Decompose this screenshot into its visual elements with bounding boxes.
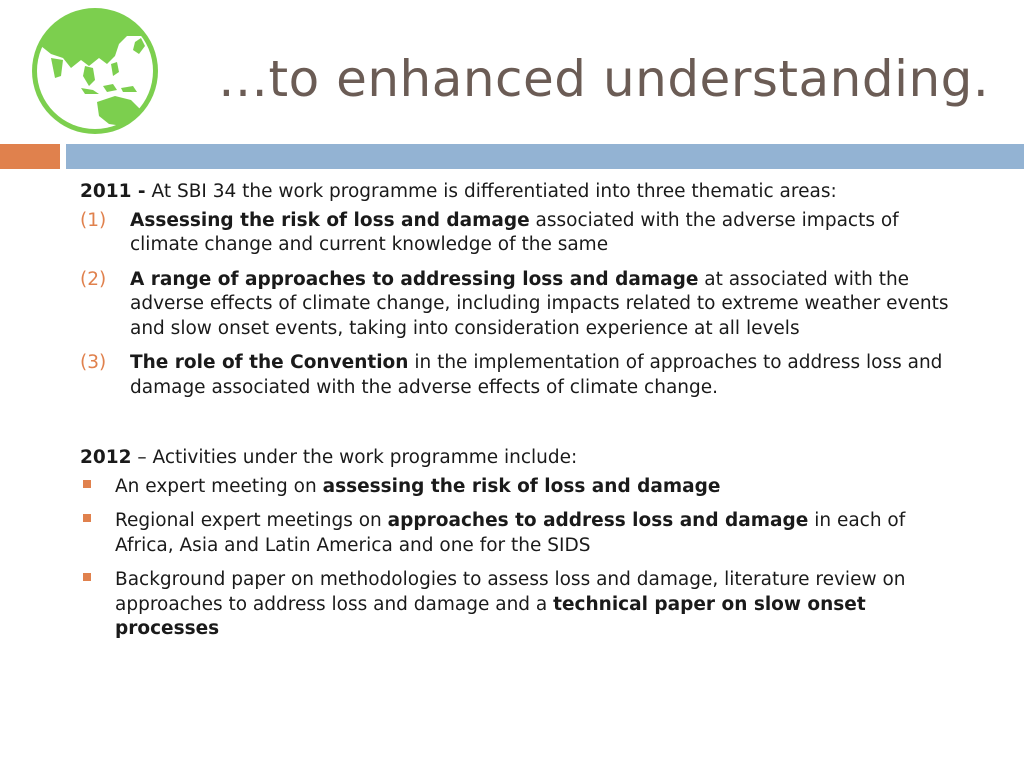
section-2011-intro xyxy=(80,180,960,205)
globe-icon xyxy=(23,6,167,136)
item-text: at associated with the adverse effects of climate change, including impacts related to extreme weather events and slow onset events, taking into consideration experience at all levels xyxy=(130,268,949,339)
bullet-text: An expert meeting on xyxy=(115,475,323,497)
section-2011-intro-text: At SBI 34 the work programme is differentiated into three thematic areas: xyxy=(145,181,837,202)
item-bold-text: A range of approaches to addressing loss and damage xyxy=(130,268,699,290)
activity-bullet-2 xyxy=(80,509,960,558)
header-band-accent xyxy=(0,144,60,169)
bullet-bold-text: technical paper on slow onset processes xyxy=(115,593,866,639)
section-2012-intro-text: – Activities under the work programme include: xyxy=(131,447,578,468)
section-spacer xyxy=(80,410,960,446)
thematic-area-2 xyxy=(80,268,960,342)
activity-bullet-1 xyxy=(80,475,960,500)
thematic-area-1 xyxy=(80,209,960,258)
header-band xyxy=(66,144,1024,169)
square-bullet-icon xyxy=(83,514,91,522)
bullet-text: Background paper on methodologies to assess loss and damage, literature review on approaches to address loss and damage and a xyxy=(115,569,906,615)
item-text: associated with the adverse impacts of climate change and current knowledge of the same xyxy=(130,209,899,255)
item-number: (1) xyxy=(80,209,107,231)
section-2012-intro xyxy=(80,446,960,471)
bullet-bold-text: approaches to address loss and damage xyxy=(387,510,809,531)
bullet-text-tail: in each of Africa, Asia and Latin America and one for the SIDS xyxy=(115,510,906,556)
thematic-area-3 xyxy=(80,351,960,400)
square-bullet-icon xyxy=(83,573,91,581)
square-bullet-icon xyxy=(83,480,91,488)
year-2011: 2011 - xyxy=(80,181,146,202)
item-bold-text: The role of the Convention xyxy=(130,352,409,373)
year-2012: 2012 xyxy=(80,447,132,468)
bullet-bold-text: assessing the risk of loss and damage xyxy=(322,475,721,497)
bullet-text: Regional expert meetings on xyxy=(115,510,388,531)
item-text: in the implementation of approaches to address loss and damage associated with the adverse effects of climate change. xyxy=(130,352,943,398)
item-number: (2) xyxy=(80,268,107,290)
item-bold-text: Assessing the risk of loss and damage xyxy=(130,209,530,231)
activity-bullet-3 xyxy=(80,568,960,642)
slide-body xyxy=(80,180,960,652)
item-number: (3) xyxy=(80,352,107,373)
page-title: …to enhanced understanding. xyxy=(218,50,990,108)
